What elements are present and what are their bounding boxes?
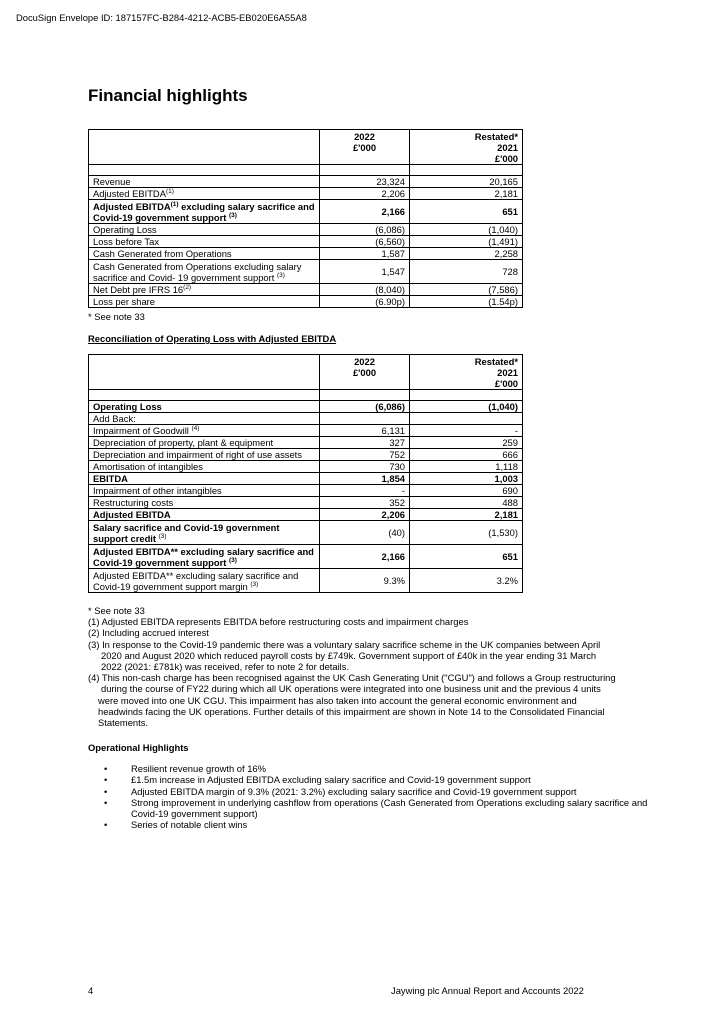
value-2022: 6,131 [320, 425, 410, 437]
header-2022-cell [320, 355, 410, 390]
header-unit-2021: £'000 [494, 153, 518, 164]
value-2021: (1,040) [410, 401, 523, 413]
row-label: Loss per share [89, 296, 320, 308]
table-note: * See note 33 [88, 311, 145, 322]
row-label: Operating Loss [89, 224, 320, 236]
value-2021: 259 [410, 437, 523, 449]
spacer-row [89, 165, 523, 176]
row-label: Cash Generated from Operations [89, 248, 320, 260]
header-unit-2022: £'000 [352, 367, 377, 378]
row-label: Depreciation of property, plant & equipment [89, 437, 320, 449]
header-year-2022: 2022 [354, 131, 375, 142]
header-unit-2022: £'000 [352, 142, 377, 153]
row-label: Salary sacrifice and Covid-19 government support credit $^{(3)}$ [89, 521, 320, 545]
header-restated: Restated* [474, 356, 518, 367]
table-header-row [89, 130, 523, 165]
header-2022-cell [320, 130, 410, 165]
list-item: • £1.5m increase in Adjusted EBITDA excluding salary sacrifice and Covid-19 government support [104, 774, 531, 786]
value-2021: 666 [410, 449, 523, 461]
row-label: EBITDA [89, 473, 320, 485]
table-row [89, 236, 523, 248]
operational-highlights-list [104, 763, 664, 831]
header-year-2022: 2022 [354, 356, 375, 367]
table-row [89, 425, 523, 437]
row-label: Loss before Tax [89, 236, 320, 248]
value-2021: 1,118 [410, 461, 523, 473]
value-2021: 651 [410, 200, 523, 224]
row-label: Adjusted EBITDA** excluding salary sacrifice and Covid-19 government support $^{(3)}$ [89, 545, 320, 569]
header-year-2021: 2021 [497, 367, 518, 378]
row-label: Revenue [89, 176, 320, 188]
value-2022 [320, 413, 410, 425]
value-2022: 2,166 [320, 545, 410, 569]
value-2021 [410, 413, 523, 425]
list-item: • Adjusted EBITDA margin of 9.3% (2021: 3.2%) excluding salary sacrifice and Covid-19 government support [104, 785, 577, 797]
value-2021: (1,530) [410, 521, 523, 545]
row-label: Adjusted EBITDA** excluding salary sacrifice and Covid-19 government support margin $^{(3)}$ [89, 569, 320, 593]
row-label: Adjusted EBITDA$^{(1)}$ [89, 188, 320, 200]
value-2021: 728 [410, 260, 523, 284]
docusign-envelope-id: DocuSign Envelope ID: 187157FC-B284-4212-ACB5-EB020E6A55A8 [16, 12, 307, 23]
operational-highlights-heading: Operational Highlights [88, 742, 189, 753]
row-label: Restructuring costs [89, 497, 320, 509]
value-2021: (1.54p) [410, 296, 523, 308]
value-2021: 20,165 [410, 176, 523, 188]
value-2022: - [320, 485, 410, 497]
value-2021: (7,586) [410, 284, 523, 296]
list-item: • Resilient revenue growth of 16% [104, 763, 266, 774]
footnote-4-line-2: during the course of FY22 during which all UK operations were integrated into one business unit and the previous 4 units [101, 683, 601, 695]
spacer-row [89, 390, 523, 401]
table-row [89, 569, 523, 593]
header-2021-cell [410, 355, 523, 390]
table-row [89, 437, 523, 449]
list-item: • Strong improvement in underlying cashflow from operations (Cash Generated from Operations excluding salary sacrifice and Covid-19 government support) [104, 796, 648, 820]
value-2022: (6.90p) [320, 296, 410, 308]
row-label: Depreciation and impairment of right of use assets [89, 449, 320, 461]
table-row [89, 260, 523, 284]
bullet-icon: • [104, 819, 108, 831]
row-label: Cash Generated from Operations excluding salary sacrifice and Covid- 19 government support $^{(3)}$ [89, 260, 320, 284]
value-2022: (6,086) [320, 401, 410, 413]
value-2021: 488 [410, 497, 523, 509]
value-2021: 690 [410, 485, 523, 497]
table-row [89, 224, 523, 236]
value-2022: 2,206 [320, 188, 410, 200]
value-2022: 327 [320, 437, 410, 449]
page-title: Financial highlights [88, 86, 248, 105]
header-label-cell [89, 130, 320, 165]
table-row [89, 449, 523, 461]
value-2022: (6,560) [320, 236, 410, 248]
table-row [89, 200, 523, 224]
table-row [89, 248, 523, 260]
table-row [89, 413, 523, 425]
table-row [89, 509, 523, 521]
value-2022: 1,547 [320, 260, 410, 284]
value-2021: 2,181 [410, 509, 523, 521]
list-item: • Series of notable client wins [104, 819, 248, 831]
value-2022: 352 [320, 497, 410, 509]
table-row [89, 545, 523, 569]
row-label: Impairment of other intangibles [89, 485, 320, 497]
footer-publication: Jaywing plc Annual Report and Accounts 2022 [391, 985, 584, 996]
footnote-4-line-3: were moved into one UK CGU. This impairment has also taken into account the general economic environment and [98, 694, 577, 706]
footnote-4-line-4: headwinds facing the UK operations. Further details of this impairment are shown in Note 14 to the Consolidated Financial [98, 705, 605, 717]
table-row [89, 473, 523, 485]
table-row [89, 188, 523, 200]
value-2021: (1,491) [410, 236, 523, 248]
value-2021: 2,181 [410, 188, 523, 200]
value-2022: 2,166 [320, 200, 410, 224]
page-number: 4 [88, 985, 94, 996]
reconciliation-table [88, 354, 523, 593]
bullet-icon: • [104, 763, 108, 774]
header-label-cell [89, 355, 320, 390]
header-restated: Restated* [474, 131, 518, 142]
header-unit-2021: £'000 [494, 378, 518, 389]
footnote-4-line-5: Statements. [98, 717, 149, 729]
table-row [89, 485, 523, 497]
value-2022: 9.3% [320, 569, 410, 593]
row-label: Amortisation of intangibles [89, 461, 320, 473]
value-2022: 752 [320, 449, 410, 461]
footnote-see-note: * See note 33 [88, 605, 145, 616]
value-2022: 730 [320, 461, 410, 473]
row-label: Impairment of Goodwill $^{(4)}$ [89, 425, 320, 437]
footnote-4-line-1: (4) This non-cash charge has been recognised against the UK Cash Generating Unit ("CGU") and follows a Group restructuring [88, 672, 616, 684]
value-2022: (8,040) [320, 284, 410, 296]
footnotes [88, 605, 658, 728]
header-year-2021: 2021 [497, 142, 518, 153]
bullet-icon: • [104, 796, 108, 808]
value-2022: 2,206 [320, 509, 410, 521]
row-label: Net Debt pre IFRS 16$^{(2)}$ [89, 284, 320, 296]
table-row [89, 176, 523, 188]
value-2021: 3.2% [410, 569, 523, 593]
value-2022: 23,324 [320, 176, 410, 188]
value-2022: (40) [320, 521, 410, 545]
table-row [89, 401, 523, 413]
row-label: Adjusted EBITDA$^{(1)}$ excluding salary sacrifice and Covid-19 government support $^{(3)}$ [89, 200, 320, 224]
footnote-3-line-1: (3) In response to the Covid-19 pandemic there was a voluntary salary sacrifice scheme in the UK companies between April [88, 638, 601, 650]
header-2021-cell [410, 130, 523, 165]
table-row [89, 296, 523, 308]
value-2021: 2,258 [410, 248, 523, 260]
value-2021: - [410, 425, 523, 437]
value-2022: 1,854 [320, 473, 410, 485]
value-2022: (6,086) [320, 224, 410, 236]
value-2021: 1,003 [410, 473, 523, 485]
value-2022: 1,587 [320, 248, 410, 260]
table-row [89, 521, 523, 545]
row-label: Operating Loss [89, 401, 320, 413]
row-label: Adjusted EBITDA [89, 509, 320, 521]
footnote-3-line-2: 2020 and August 2020 which reduced payroll costs by £749k. Government support of £40k in the year ending 31 March [101, 649, 597, 661]
reconciliation-heading: Reconciliation of Operating Loss with Adjusted EBITDA [88, 333, 337, 344]
footnote-1: (1) Adjusted EBITDA represents EBITDA before restructuring costs and impairment charges [88, 616, 469, 628]
row-label: Add Back: [89, 413, 320, 425]
footnote-3-line-3: 2022 (2021: £781k) was received, refer to note 2 for details. [101, 661, 350, 673]
value-2021: (1,040) [410, 224, 523, 236]
financial-highlights-table [88, 129, 523, 308]
bullet-icon: • [104, 785, 108, 797]
table-header-row [89, 355, 523, 390]
footnote-2: (2) Including accrued interest [88, 627, 209, 639]
bullet-icon: • [104, 774, 108, 786]
table-row [89, 461, 523, 473]
table-row [89, 284, 523, 296]
value-2021: 651 [410, 545, 523, 569]
table-row [89, 497, 523, 509]
